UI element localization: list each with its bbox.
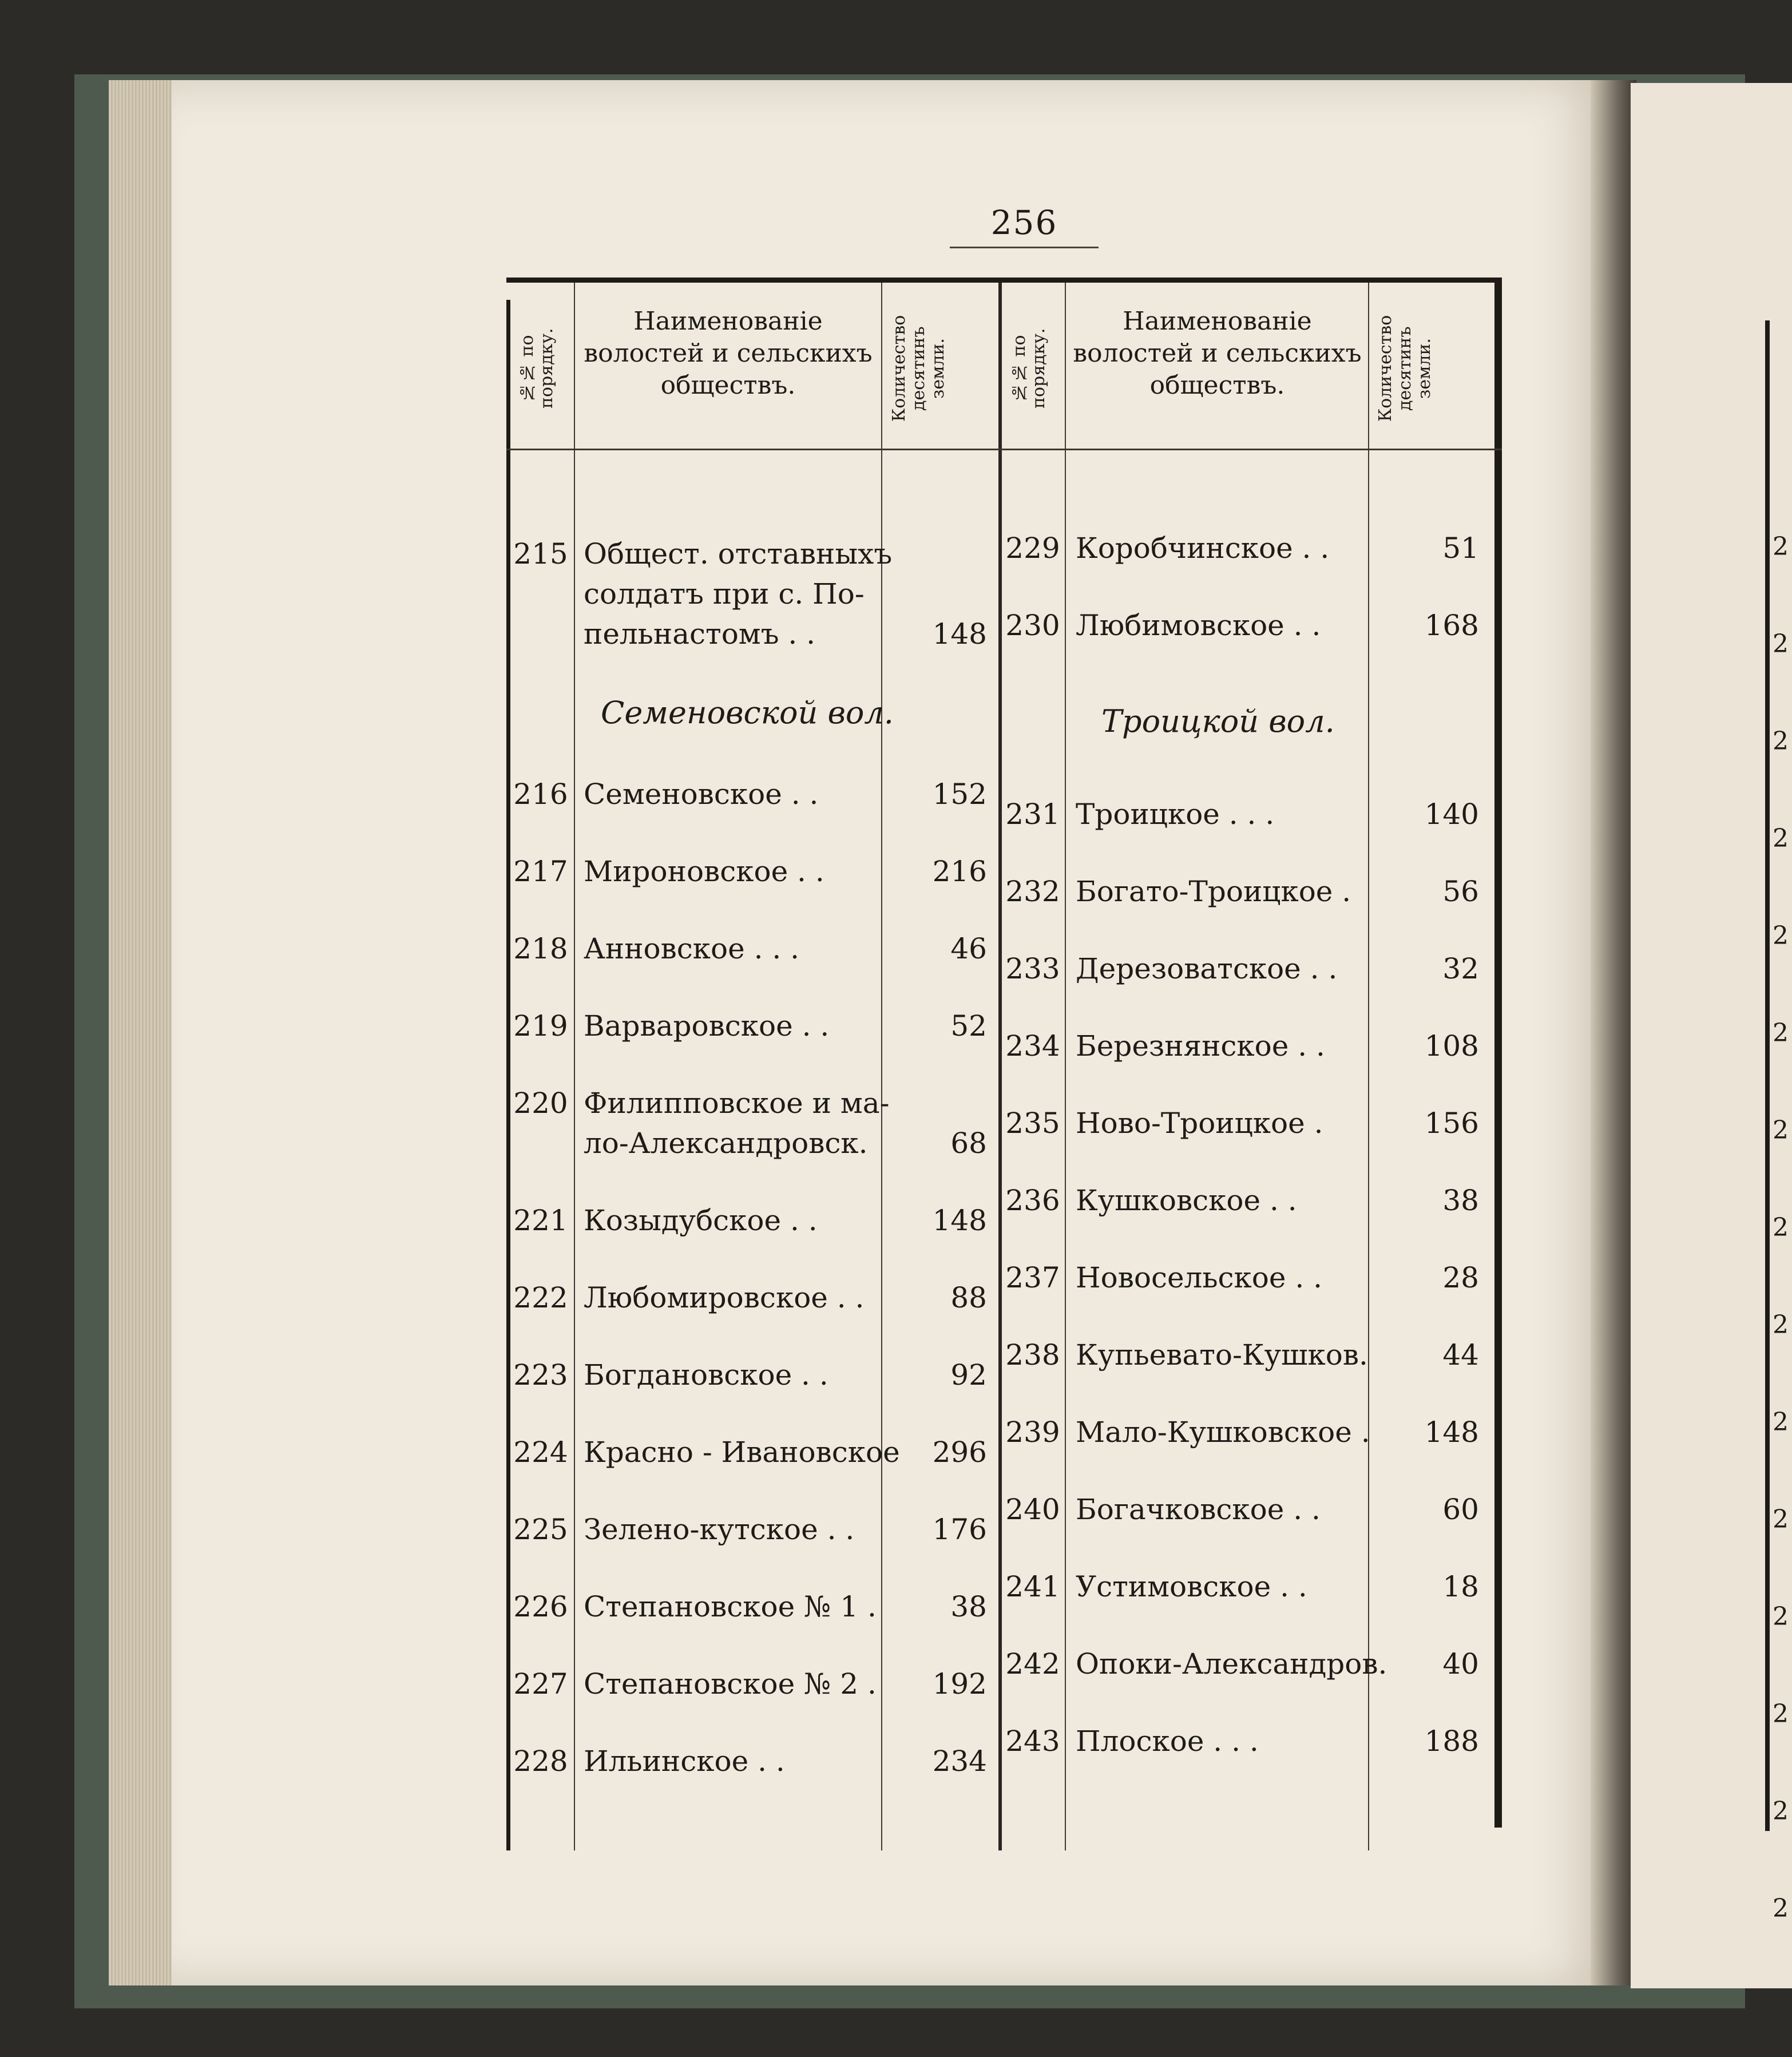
land-quantity: 38 bbox=[950, 1590, 987, 1623]
row-number: 225 bbox=[513, 1513, 568, 1546]
header-rule bbox=[506, 449, 1502, 450]
facing-page-fragment: 2 bbox=[1773, 532, 1789, 561]
society-name: Красно - Ивановское bbox=[584, 1436, 900, 1469]
row-number: 223 bbox=[513, 1358, 568, 1392]
society-name: Общест. отставныхъ bbox=[584, 537, 893, 570]
facing-page-fragment: 2 bbox=[1773, 1310, 1789, 1339]
facing-page-fragment: 2 bbox=[1773, 1116, 1789, 1145]
society-name: Купьевато-Кушков. bbox=[1076, 1338, 1368, 1372]
land-quantity: 44 bbox=[1442, 1338, 1479, 1372]
land-quantity: 56 bbox=[1442, 875, 1479, 908]
facing-page-fragment: 2 bbox=[1773, 1018, 1789, 1048]
facing-page-fragment: 2 bbox=[1773, 1213, 1789, 1242]
row-number: 243 bbox=[1005, 1725, 1060, 1758]
facing-page-rule bbox=[1765, 320, 1770, 1831]
column-divider bbox=[574, 283, 575, 1850]
row-number: 233 bbox=[1005, 952, 1060, 985]
society-name: Любомировское . . bbox=[584, 1281, 865, 1314]
society-name: Березнянское . . bbox=[1076, 1029, 1325, 1063]
row-number: 228 bbox=[513, 1745, 568, 1778]
society-name: Ново-Троицкое . bbox=[1076, 1107, 1323, 1140]
society-name: Дерезоватское . . bbox=[1076, 952, 1338, 985]
land-quantity: 148 bbox=[1424, 1416, 1479, 1449]
header-name-left: Наименованіе волостей и сельскихъ обществъ. bbox=[584, 307, 873, 400]
society-name: солдатъ при с. По- bbox=[584, 577, 865, 611]
row-number: 242 bbox=[1005, 1647, 1060, 1681]
table-center-double-rule bbox=[998, 283, 1002, 1850]
volost-heading-left: Семеновской вол. bbox=[601, 695, 894, 731]
society-name: Коробчинское . . bbox=[1076, 532, 1330, 565]
row-number: 240 bbox=[1005, 1493, 1060, 1526]
land-quantity: 188 bbox=[1424, 1725, 1479, 1758]
facing-page-fragment: 2 bbox=[1773, 1408, 1789, 1437]
facing-page-fragment: 2 bbox=[1773, 1699, 1789, 1729]
row-number: 217 bbox=[513, 855, 568, 888]
land-quantity: 234 bbox=[932, 1745, 987, 1778]
society-name: Степановское № 2 . bbox=[584, 1667, 877, 1701]
society-name: Зелено-кутское . . bbox=[584, 1513, 855, 1546]
volost-heading-right: Троицкой вол. bbox=[1101, 703, 1335, 739]
facing-page-fragment: 2 bbox=[1773, 1894, 1789, 1923]
land-quantity: 108 bbox=[1424, 1029, 1479, 1063]
row-number: 224 bbox=[513, 1436, 568, 1469]
land-table bbox=[506, 278, 1502, 1850]
society-name: Мироновское . . bbox=[584, 855, 824, 888]
land-quantity: 51 bbox=[1442, 532, 1479, 565]
header-number-right: №№ по порядку. bbox=[1009, 328, 1049, 409]
page-number: 256 bbox=[950, 203, 1099, 248]
land-quantity: 176 bbox=[932, 1513, 987, 1546]
facing-page-fragment: 2 bbox=[1773, 824, 1789, 853]
society-name: Степановское № 1 . bbox=[584, 1590, 877, 1623]
book-gutter bbox=[1591, 80, 1636, 1985]
land-quantity: 60 bbox=[1442, 1493, 1479, 1526]
column-divider bbox=[1065, 283, 1066, 1850]
land-quantity: 68 bbox=[950, 1127, 987, 1160]
land-quantity: 40 bbox=[1442, 1647, 1479, 1681]
land-quantity: 216 bbox=[932, 855, 987, 888]
row-number: 215 bbox=[513, 537, 568, 570]
row-number: 231 bbox=[1005, 798, 1060, 831]
row-number: 237 bbox=[1005, 1261, 1060, 1294]
society-name: Анновское . . . bbox=[584, 932, 800, 965]
row-number: 226 bbox=[513, 1590, 568, 1623]
row-number: 235 bbox=[1005, 1107, 1060, 1140]
land-quantity: 152 bbox=[932, 778, 987, 811]
society-name: Плоское . . . bbox=[1076, 1725, 1259, 1758]
row-number: 239 bbox=[1005, 1416, 1060, 1449]
land-quantity: 38 bbox=[1442, 1184, 1479, 1217]
facing-page-fragment: 2 bbox=[1773, 1505, 1789, 1534]
row-number: 238 bbox=[1005, 1338, 1060, 1372]
land-quantity: 296 bbox=[932, 1436, 987, 1469]
land-quantity: 52 bbox=[950, 1009, 987, 1043]
society-name: Троицкое . . . bbox=[1076, 798, 1275, 831]
land-quantity: 32 bbox=[1442, 952, 1479, 985]
society-name: Богато-Троицкое . bbox=[1076, 875, 1351, 908]
row-number: 227 bbox=[513, 1667, 568, 1701]
society-name: Кушковское . . bbox=[1076, 1184, 1297, 1217]
land-quantity: 46 bbox=[950, 932, 987, 965]
facing-page-fragment: 2 bbox=[1773, 921, 1789, 950]
society-name: Мало-Кушковское . bbox=[1076, 1416, 1370, 1449]
row-number: 222 bbox=[513, 1281, 568, 1314]
header-number-left: №№ по порядку. bbox=[517, 328, 557, 409]
society-name: Козыдубское . . bbox=[584, 1204, 818, 1237]
land-quantity: 92 bbox=[950, 1358, 987, 1392]
row-number: 219 bbox=[513, 1009, 568, 1043]
header-name-right: Наименованіе волостей и сельскихъ обществъ. bbox=[1073, 307, 1362, 400]
land-quantity: 192 bbox=[932, 1667, 987, 1701]
society-name: Устимовское . . bbox=[1076, 1570, 1307, 1603]
row-number: 229 bbox=[1005, 532, 1060, 565]
land-quantity: 18 bbox=[1442, 1570, 1479, 1603]
header-quantity-right: Количество десятинъ земли. bbox=[1375, 315, 1434, 422]
facing-page-fragment: 2 bbox=[1773, 1797, 1789, 1826]
column-divider bbox=[1368, 283, 1369, 1850]
society-name: Опоки-Александров. bbox=[1076, 1647, 1387, 1681]
row-number: 221 bbox=[513, 1204, 568, 1237]
row-number: 230 bbox=[1005, 609, 1060, 642]
society-name: Филипповское и ма- bbox=[584, 1087, 890, 1120]
society-name: Семеновское . . bbox=[584, 778, 819, 811]
society-name: Любимовское . . bbox=[1076, 609, 1321, 642]
society-name: Ильинское . . bbox=[584, 1745, 785, 1778]
row-number: 220 bbox=[513, 1087, 568, 1120]
row-number: 241 bbox=[1005, 1570, 1060, 1603]
society-name: ло-Александровск. bbox=[584, 1127, 868, 1160]
land-quantity: 168 bbox=[1424, 609, 1479, 642]
row-number: 234 bbox=[1005, 1029, 1060, 1063]
facing-page-fragment: 2 bbox=[1773, 629, 1789, 659]
society-name: Новосельское . . bbox=[1076, 1261, 1323, 1294]
row-number: 236 bbox=[1005, 1184, 1060, 1217]
row-number: 216 bbox=[513, 778, 568, 811]
header-quantity-left: Количество десятинъ земли. bbox=[889, 315, 948, 422]
facing-page-fragment: 2 bbox=[1773, 1602, 1789, 1631]
land-quantity: 28 bbox=[1442, 1261, 1479, 1294]
land-quantity: 140 bbox=[1424, 798, 1479, 831]
society-name: Богачковское . . bbox=[1076, 1493, 1321, 1526]
row-number: 232 bbox=[1005, 875, 1060, 908]
society-name: пельнастомъ . . bbox=[584, 617, 816, 651]
land-quantity: 148 bbox=[932, 617, 987, 651]
land-quantity: 156 bbox=[1424, 1107, 1479, 1140]
table-right-rule bbox=[1494, 283, 1502, 1828]
land-quantity: 148 bbox=[932, 1204, 987, 1237]
society-name: Варваровское . . bbox=[584, 1009, 830, 1043]
society-name: Богдановское . . bbox=[584, 1358, 828, 1392]
row-number: 218 bbox=[513, 932, 568, 965]
facing-page-fragment: 2 bbox=[1773, 727, 1789, 756]
land-quantity: 88 bbox=[950, 1281, 987, 1314]
